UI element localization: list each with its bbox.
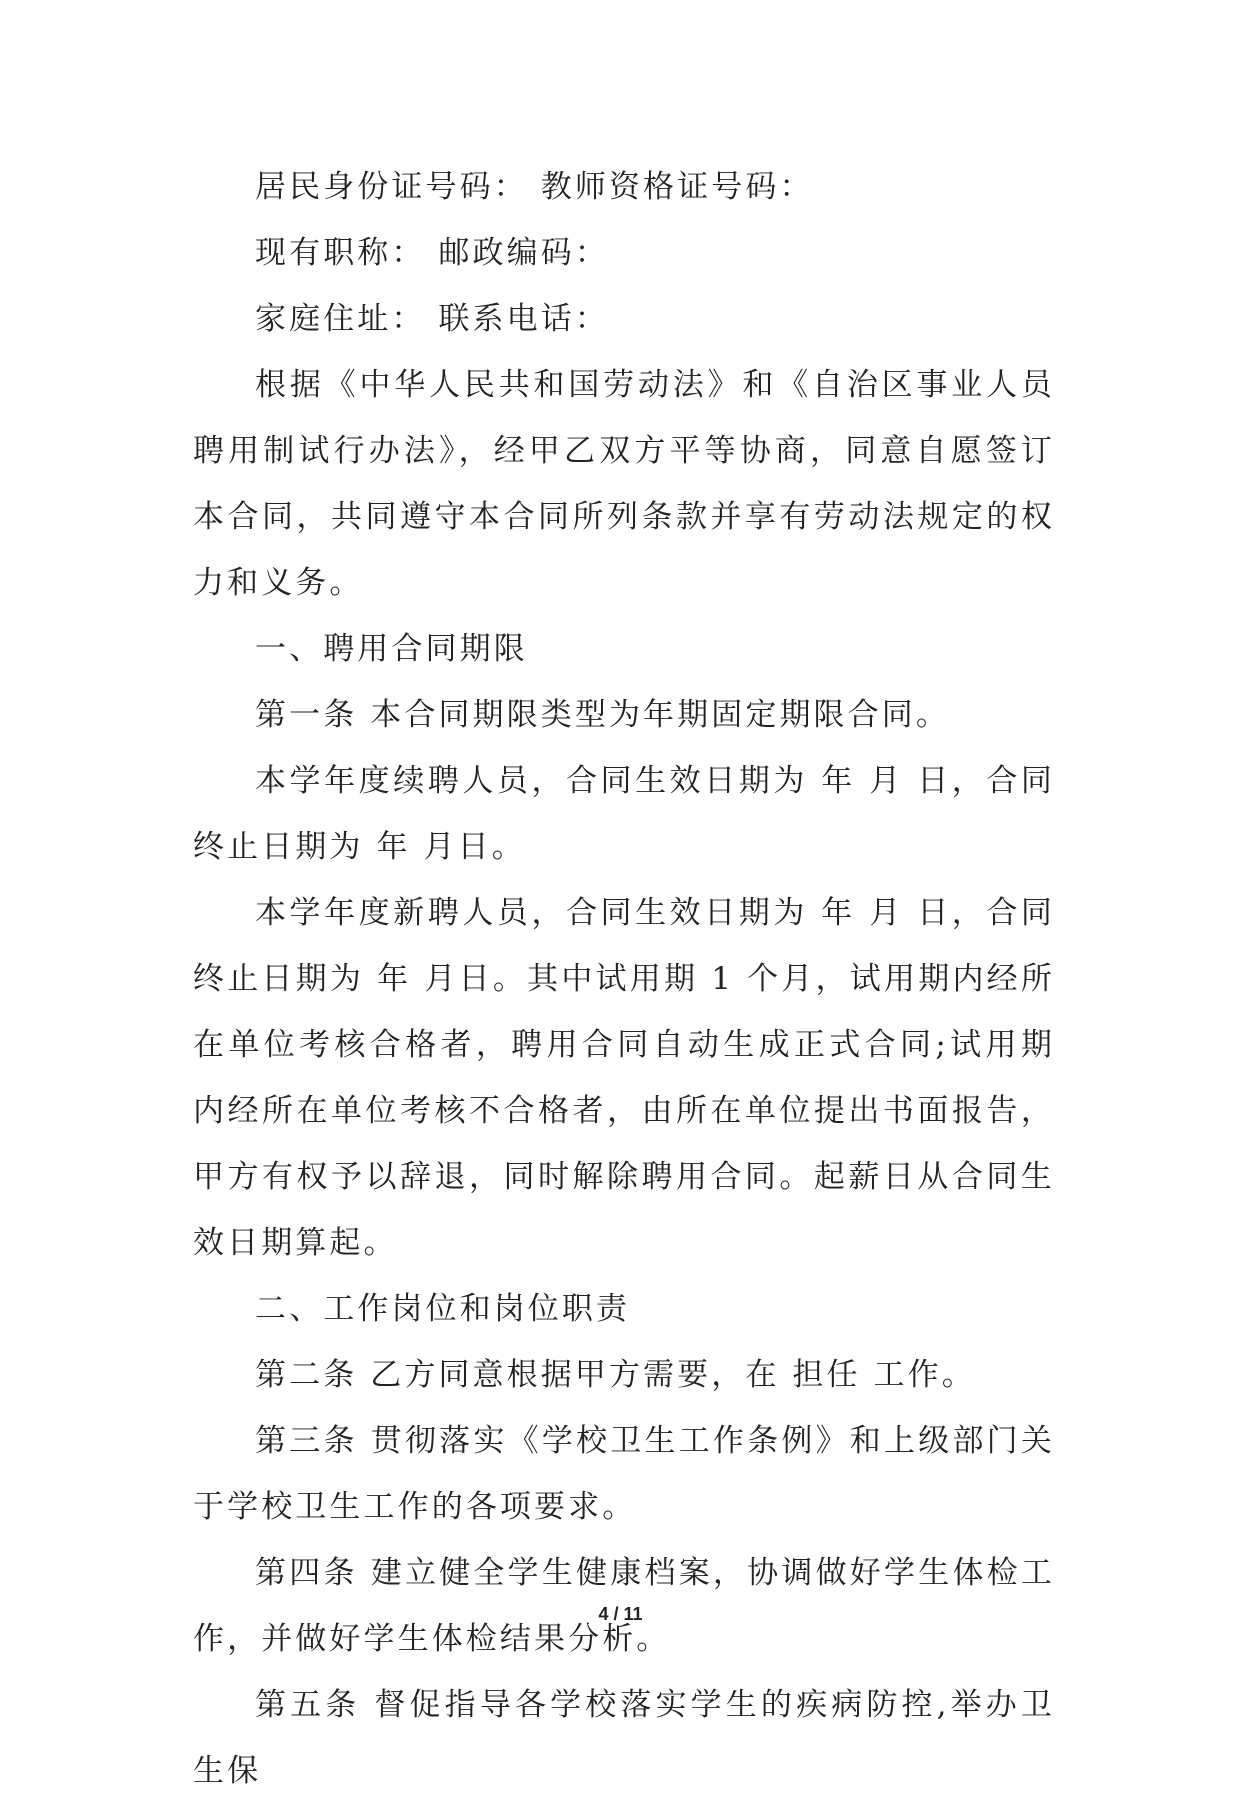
paragraph-new-staff: 本学年度新聘人员，合同生效日期为 年 月 日，合同终止日期为 年 月日。其中试用期 1 个月，试用期内经所在单位考核合格者，聘用合同自动生成正式合同;试用期内经所在单位考核不合格者，由所在单位提出书面报告，甲方有权予以辞退，同时解除聘用合同。起薪日从合同生效日期算起。 xyxy=(193,895,1055,1261)
paragraph-renewed-staff: 本学年度续聘人员，合同生效日期为 年 月 日，合同终止日期为 年 月日。 xyxy=(193,763,1055,865)
document-body xyxy=(193,154,1055,1804)
paragraph-title-postcode: 现有职称： 邮政编码： xyxy=(255,235,609,271)
page-number: 4 / 11 xyxy=(598,1604,643,1624)
article-2: 第二条 乙方同意根据甲方需要，在 担任 工作。 xyxy=(255,1357,976,1393)
article-1: 第一条 本合同期限类型为年期固定期限合同。 xyxy=(255,697,950,733)
section-heading-contract-term: 一、聘用合同期限 xyxy=(255,631,528,667)
article-4: 第四条 建立健全学生健康档案，协调做好学生体检工作，并做好学生体检结果分析。 xyxy=(193,1555,1055,1657)
article-5: 第五条 督促指导各学校落实学生的疾病防控,举办卫生保 xyxy=(193,1687,1055,1789)
article-3: 第三条 贯彻落实《学校卫生工作条例》和上级部门关于学校卫生工作的各项要求。 xyxy=(193,1423,1055,1525)
section-heading-job-duties: 二、工作岗位和岗位职责 xyxy=(255,1291,631,1327)
paragraph-address-phone: 家庭住址： 联系电话： xyxy=(255,301,609,337)
paragraph-id-number: 居民身份证号码： 教师资格证号码： xyxy=(255,169,814,205)
paragraph-legal-basis: 根据《中华人民共和国劳动法》和《自治区事业人员聘用制试行办法》，经甲乙双方平等协商，同意自愿签订本合同，共同遵守本合同所列条款并享有劳动法规定的权力和义务。 xyxy=(193,367,1055,601)
